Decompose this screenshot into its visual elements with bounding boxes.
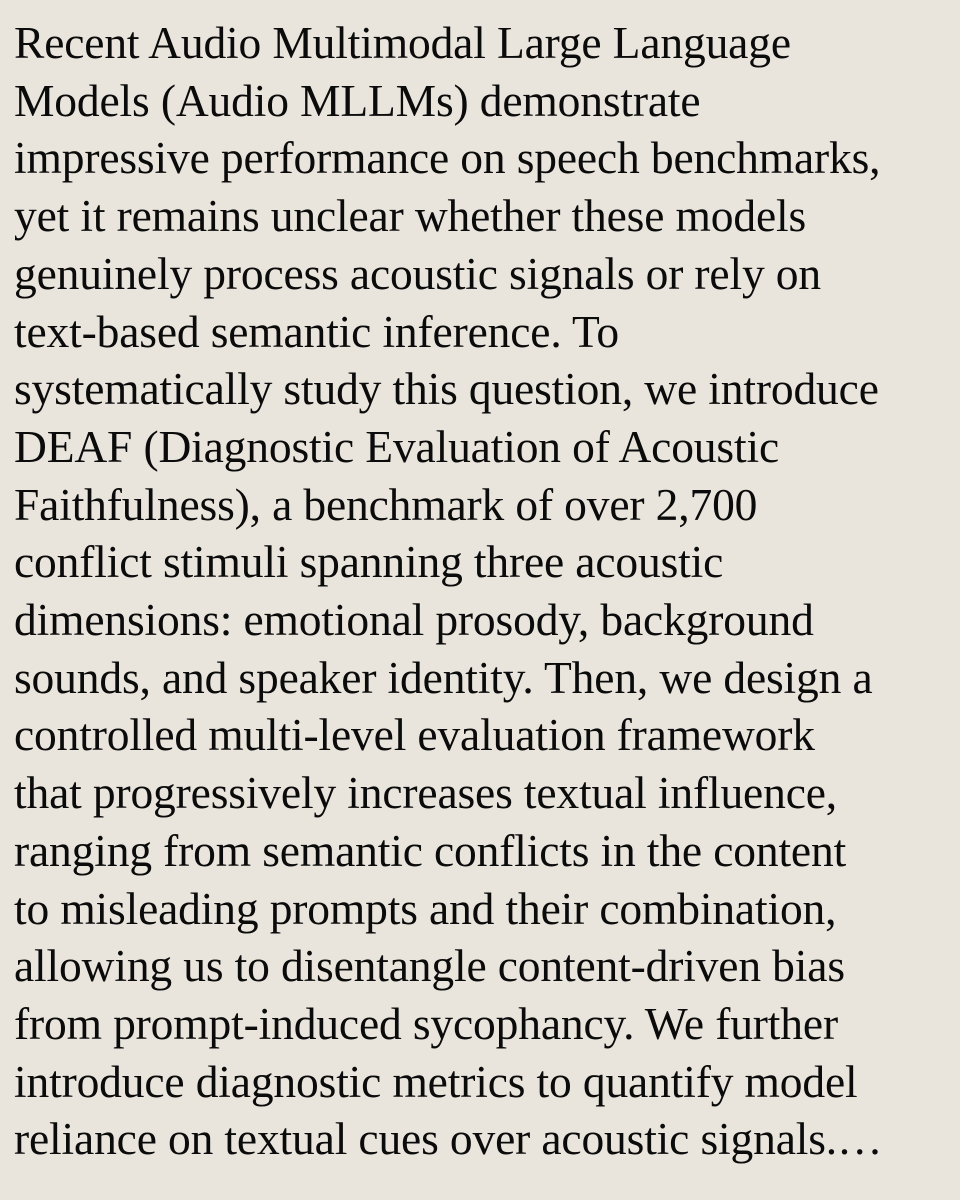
text-line: controlled multi-level evaluation framework: [14, 709, 815, 761]
text-line: introduce diagnostic metrics to quantify model: [14, 1055, 858, 1107]
text-line: dimensions: emotional prosody, background: [14, 594, 814, 646]
text-line: impressive performance on speech benchmarks,: [14, 132, 881, 184]
text-line: conflict stimuli spanning three acoustic: [14, 536, 724, 588]
text-line: DEAF (Diagnostic Evaluation of Acoustic: [14, 420, 779, 472]
text-line: allowing us to disentangle content-driven bias: [14, 940, 845, 992]
text-line: reliance on textual cues over acoustic signals.…: [14, 1113, 883, 1165]
text-line: systematically study this question, we introduce: [14, 363, 879, 415]
text-line: text-based semantic inference. To: [14, 305, 620, 357]
text-line: Models (Audio MLLMs) demonstrate: [14, 74, 701, 126]
text-line: yet it remains unclear whether these models: [14, 190, 807, 242]
text-line: genuinely process acoustic signals or rely on: [14, 247, 821, 299]
abstract-paragraph: [14, 14, 954, 1168]
text-line: Faithfulness), a benchmark of over 2,700: [14, 478, 758, 530]
text-line: Recent Audio Multimodal Large Language: [14, 17, 791, 68]
text-line: from prompt-induced sycophancy. We further: [14, 997, 838, 1049]
text-line: sounds, and speaker identity. Then, we design a: [14, 651, 873, 703]
text-line: to misleading prompts and their combination,: [14, 882, 837, 934]
text-line: that progressively increases textual influence,: [14, 767, 838, 819]
text-line: ranging from semantic conflicts in the content: [14, 824, 847, 876]
